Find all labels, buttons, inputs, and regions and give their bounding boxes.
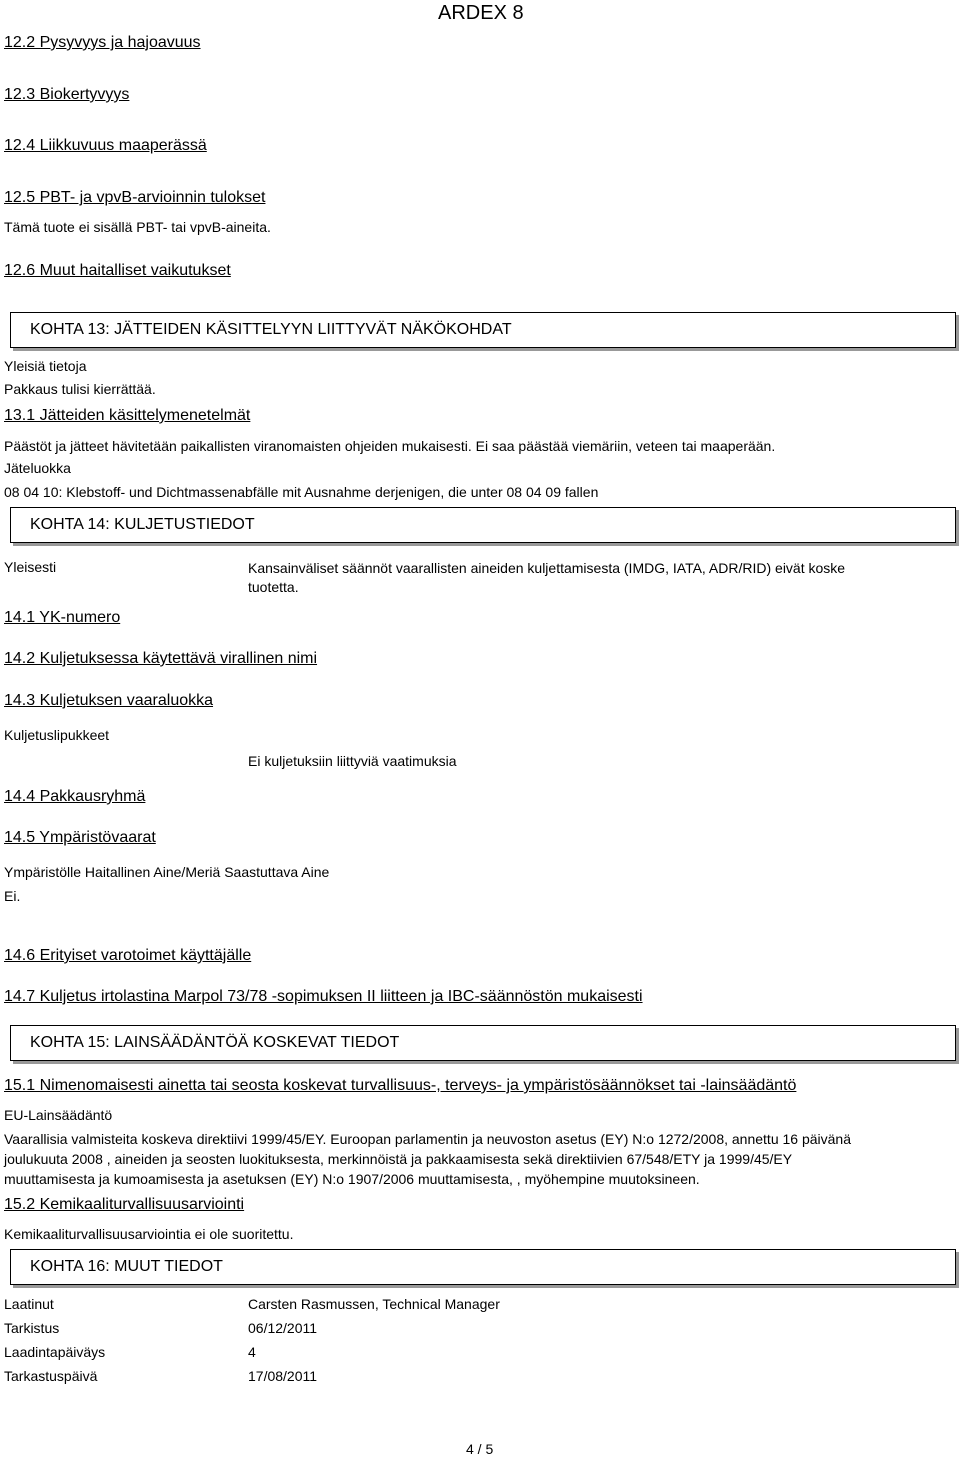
heading-14-5: 14.5 Ympäristövaarat [4, 829, 156, 846]
chemical-safety-text: Kemikaaliturvallisuusarviointia ei ole suoritettu. [4, 1226, 294, 1242]
eu-legislation-line-3: muuttamisesta ja kumoamisesta ja asetuksen (EY) N:o 1907/2006 muuttamisesta, , myöhempine muutoksineen. [4, 1171, 700, 1187]
waste-disposal-text: Päästöt ja jätteet hävitetään paikallisten viranomaisten ohjeiden mukaisesti. Ei saa päästää viemäriin, veteen tai maaperään. [4, 438, 776, 454]
pbt-text: Tämä tuote ei sisällä PBT- tai vpvB-aineita. [4, 219, 271, 235]
heading-14-7: 14.7 Kuljetus irtolastina Marpol 73/78 -sopimuksen II liitteen ja IBC-säännöstön mukaisesti [4, 988, 643, 1005]
eu-legislation-line-2: joulukuuta 2008 , aineiden ja seosten luokituksesta, merkinnöistä ja pakkaamisesta sekä direktiivien 67/548/ETY ja 1999/45/EY [4, 1151, 793, 1167]
transport-labels-text: Ei kuljetuksiin liittyviä vaatimuksia [248, 753, 457, 769]
heading-14-1: 14.1 YK-numero [4, 609, 121, 626]
revision-value: 06/12/2011 [248, 1320, 318, 1336]
heading-12-6: 12.6 Muut haitalliset vaikutukset [4, 262, 231, 279]
transport-labels-label: Kuljetuslipukkeet [4, 727, 110, 743]
section-15-box [10, 1025, 956, 1061]
heading-15-1: 15.1 Nimenomaisesti ainetta tai seosta koskevat turvallisuus-, terveys- ja ympäristösäännökset tai -lainsäädäntö [4, 1077, 797, 1094]
section-15-title: KOHTA 15: LAINSÄÄDÄNTÖÄ KOSKEVAT TIEDOT [30, 1034, 400, 1051]
general-info-text: Pakkaus tulisi kierrättää. [4, 381, 156, 397]
revision-label: Tarkistus [4, 1320, 60, 1336]
page-number: 4 / 5 [466, 1441, 494, 1457]
issue-date-value: 4 [248, 1344, 256, 1360]
section-14-box [10, 507, 956, 543]
heading-13-1: 13.1 Jätteiden käsittelymenetelmät [4, 407, 251, 424]
document-title: ARDEX 8 [438, 2, 524, 24]
eu-legislation-line-1: Vaarallisia valmisteita koskeva direktiivi 1999/45/EY. Euroopan parlamentin ja neuvoston asetus (EY) N:o 1272/2008, annettu 16 päivänä [4, 1131, 851, 1147]
section-14-title: KOHTA 14: KULJETUSTIEDOT [30, 516, 255, 533]
heading-15-2: 15.2 Kemikaaliturvallisuusarviointi [4, 1196, 245, 1213]
heading-14-3: 14.3 Kuljetuksen vaaraluokka [4, 692, 214, 709]
waste-class-text: 08 04 10: Klebstoff- und Dichtmassenabfälle mit Ausnahme derjenigen, die unter 08 04 09 fallen [4, 484, 599, 500]
issue-date-label: Laadintapäiväys [4, 1344, 106, 1360]
review-date-value: 17/08/2011 [248, 1368, 318, 1384]
heading-12-3: 12.3 Biokertyvyys [4, 86, 130, 103]
author-value: Carsten Rasmussen, Technical Manager [248, 1296, 500, 1312]
env-hazard-value: Ei. [4, 888, 21, 904]
transport-general-label: Yleisesti [4, 559, 57, 575]
transport-general-text: Kansainväliset säännöt vaarallisten aineiden kuljettamisesta (IMDG, IATA, ADR/RID) eivät koske tuotetta. [248, 560, 846, 595]
eu-legislation-label: EU-Lainsäädäntö [4, 1107, 113, 1123]
section-13-box [10, 312, 956, 348]
heading-12-2: 12.2 Pysyvyys ja hajoavuus [4, 34, 201, 51]
heading-14-4: 14.4 Pakkausryhmä [4, 788, 146, 805]
waste-class-label: Jäteluokka [4, 460, 71, 476]
general-info-label: Yleisiä tietoja [4, 358, 87, 374]
review-date-label: Tarkastuspäivä [4, 1368, 98, 1384]
heading-12-5: 12.5 PBT- ja vpvB-arvioinnin tulokset [4, 189, 266, 206]
heading-14-2: 14.2 Kuljetuksessa käytettävä virallinen nimi [4, 650, 318, 667]
section-13-title: KOHTA 13: JÄTTEIDEN KÄSITTELYYN LIITTYVÄT NÄKÖKOHDAT [30, 321, 512, 338]
section-16-box [10, 1249, 956, 1285]
heading-12-4: 12.4 Liikkuvuus maaperässä [4, 137, 207, 154]
author-label: Laatinut [4, 1296, 54, 1312]
heading-14-6: 14.6 Erityiset varotoimet käyttäjälle [4, 947, 252, 964]
section-16-title: KOHTA 16: MUUT TIEDOT [30, 1258, 223, 1275]
env-hazard-label: Ympäristölle Haitallinen Aine/Meriä Saastuttava Aine [4, 864, 330, 880]
